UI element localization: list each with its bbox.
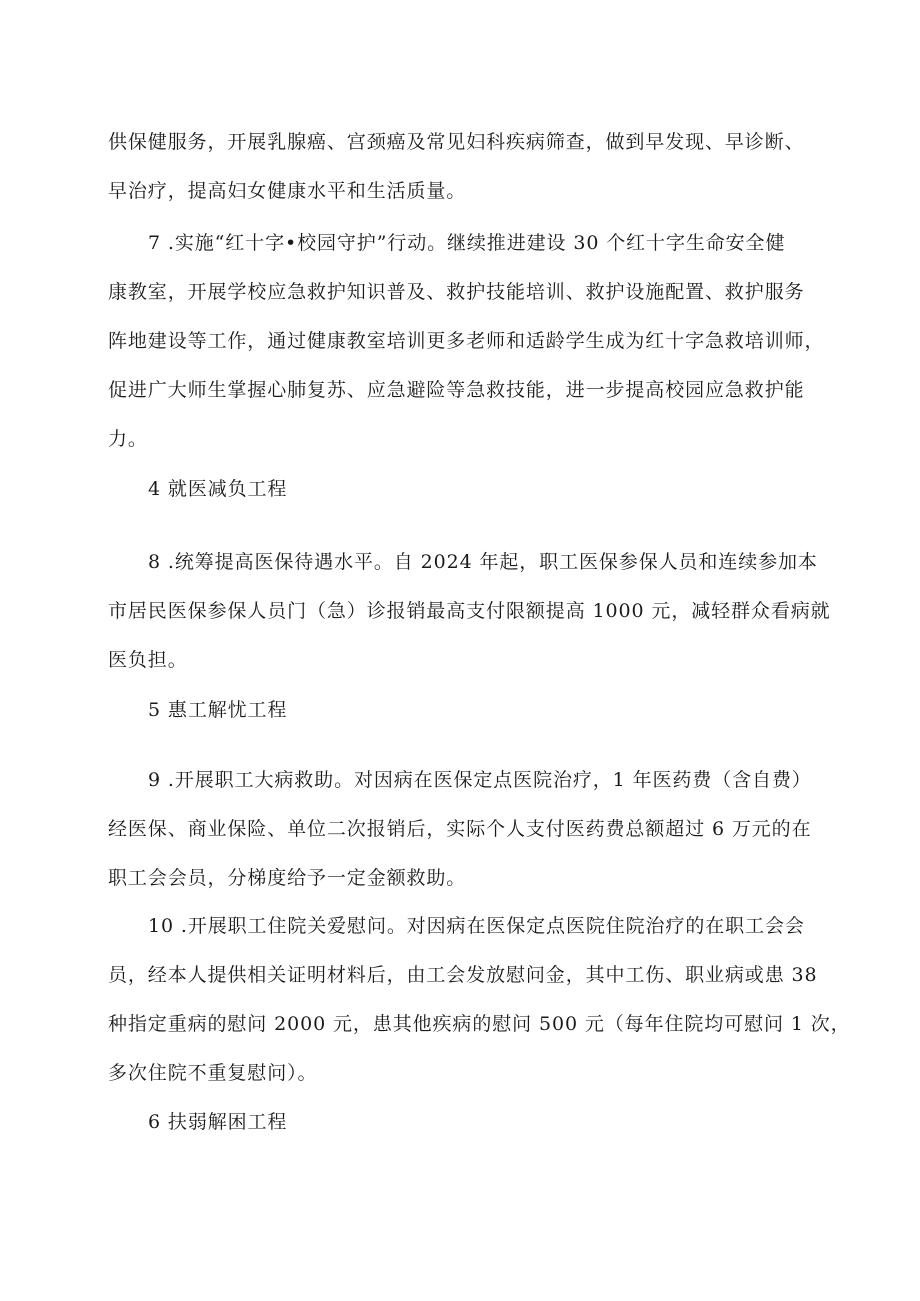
text-line: 员，经本人提供相关证明材料后，由工会发放慰问金，其中工伤、职业病或患 38 <box>108 964 818 986</box>
text-line: 8 .统筹提高医保待遇水平。自 2024 年起，职工医保参保人员和连续参加本 <box>148 551 818 573</box>
section-heading-6: 6 扶弱解困工程 <box>148 1111 288 1133</box>
section-heading-4: 4 就医减负工程 <box>148 478 288 500</box>
text-line: 力。 <box>108 428 148 450</box>
paragraph-item-9 <box>108 768 824 915</box>
text-line: 职工会会员，分梯度给予一定金额救助。 <box>108 867 467 889</box>
section-heading-5: 5 惠工解忧工程 <box>148 699 288 721</box>
text-line: 阵地建设等工作，通过健康教室培训更多老师和适龄学生成为红十字急救培训师， <box>108 330 825 352</box>
text-line: 医负担。 <box>108 649 188 671</box>
text-line: 7 .实施“红十字•校园守护”行动。继续推进建设 30 个红十字生命安全健 <box>148 232 786 254</box>
text-line: 市居民医保参保人员门（急）诊报销最高支付限额提高 1000 元，减轻群众看病就 <box>108 600 831 622</box>
text-line: 种指定重病的慰问 2000 元，患其他疾病的慰问 500 元（每年住院均可慰问 1 次， <box>108 1013 851 1035</box>
paragraph-womens-health <box>108 130 824 228</box>
text-line: 早治疗，提高妇女健康水平和生活质量。 <box>108 180 467 202</box>
text-line: 促进广大师生掌握心肺复苏、应急避险等急救技能，进一步提高校园应急救护能 <box>108 379 805 401</box>
text-line: 供保健服务，开展乳腺癌、宫颈癌及常见妇科疾病筛查，做到早发现、早诊断、 <box>108 131 805 153</box>
paragraph-item-8 <box>108 550 831 697</box>
text-line: 9 .开展职工大病救助。对因病在医保定点医院治疗，1 年医药费（含自费） <box>148 769 812 791</box>
paragraph-item-10 <box>108 914 851 1110</box>
text-line: 10 .开展职工住院关爱慰问。对因病在医保定点医院住院治疗的在职工会会 <box>148 915 805 937</box>
text-line: 经医保、商业保险、单位二次报销后，实际个人支付医药费总额超过 6 万元的在 <box>108 818 812 840</box>
text-line: 多次住院不重复慰问）。 <box>108 1062 318 1084</box>
paragraph-item-7 <box>108 231 824 476</box>
text-line: 康教室，开展学校应急救护知识普及、救护技能培训、救护设施配置、救护服务 <box>108 281 805 303</box>
